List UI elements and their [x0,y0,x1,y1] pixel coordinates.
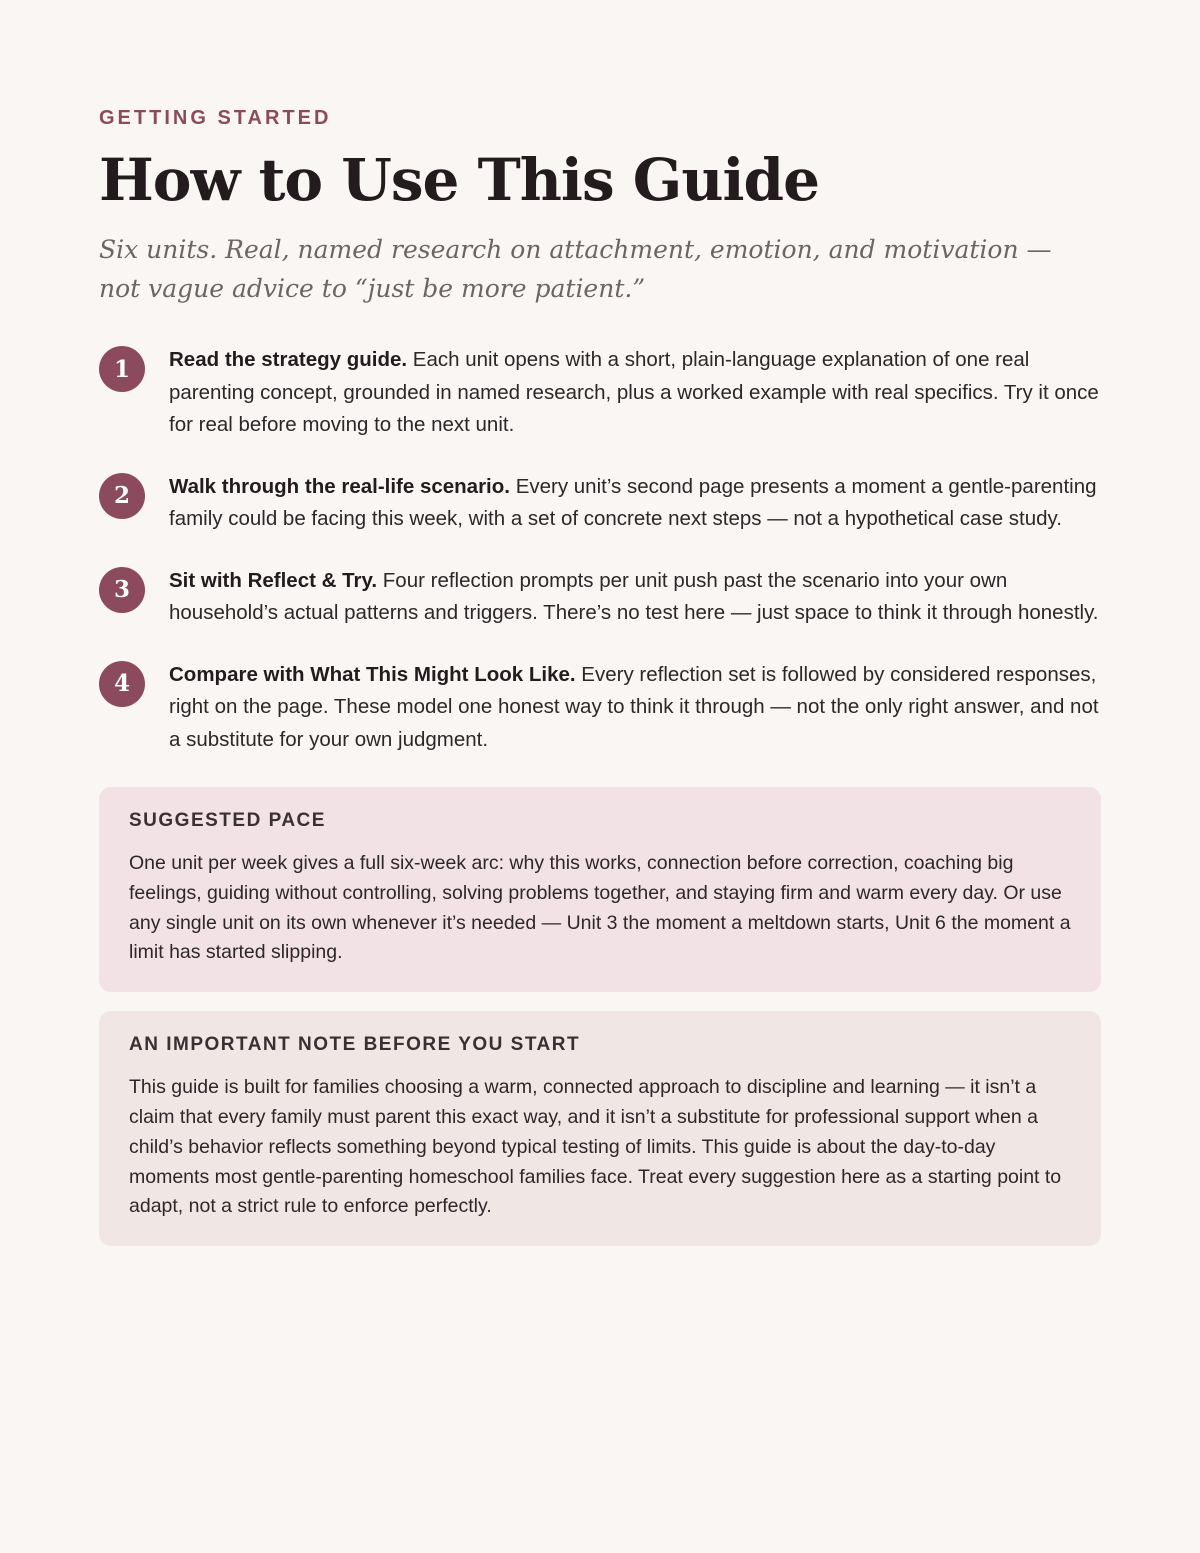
step-number-badge: 1 [99,346,145,392]
page-title: How to Use This Guide [99,146,820,214]
step-title: Sit with Reflect & Try. [169,568,378,592]
step-body: Each unit opens with a short, plain-language explanation of one real parenting concept, grounded in named research, plus a worked example with real specifics. Try it once for real before moving to the next unit. [169,348,1099,436]
step-body: Four reflection prompts per unit push past the scenario into your own household’s actual patterns and triggers. There’s no test here — just space to think it through honestly. [169,568,1099,624]
important-note-callout [99,1011,1101,1246]
step-item [99,565,1101,630]
step-text [169,565,1104,630]
suggested-pace-callout [99,787,1101,992]
callout-heading: AN IMPORTANT NOTE BEFORE YOU START [129,1034,581,1056]
step-item [99,344,1101,442]
step-number-badge: 2 [99,473,145,519]
section-eyebrow: GETTING STARTED [99,107,332,129]
step-item [99,659,1101,757]
step-title: Walk through the real-life scenario. [169,474,510,498]
callout-heading: SUGGESTED PACE [129,810,326,831]
step-item [99,471,1101,536]
content [99,104,1101,1246]
steps-list [99,344,1101,756]
step-title: Read the strategy guide. [169,348,408,371]
page-subtitle: Six units. Real, named research on attachment, emotion, and motivation — not vague advice to “just be more patient.” [99,235,1052,303]
step-number-badge: 4 [99,661,145,707]
step-body: Every unit’s second page presents a moment a gentle-parenting family could be facing this week, with a set of concrete next steps — not a hypothetical case study. [169,474,1097,530]
step-body: Every reflection set is followed by considered responses, right on the page. These model one honest way to think it through — not the only right answer, and not a substitute for your own judgment. [169,662,1099,751]
step-text [169,659,1104,757]
callout-body: This guide is built for families choosing a warm, connected approach to discipline and learning — it isn’t a claim that every family must parent this exact way, and it isn’t a substitute for professional support when a child’s behavior reflects something beyond typical testing of limits. This guide is about the day-to-day moments most gentle-parenting homeschool families face. Treat every suggestion here as a starting point to adapt, not a strict rule to enforce perfectly. [129,1076,1062,1218]
step-text [169,471,1104,536]
step-number-badge: 3 [99,567,145,613]
step-title: Compare with What This Might Look Like. [169,662,576,686]
step-text [169,344,1104,442]
callout-body: One unit per week gives a full six-week arc: why this works, connection before correction, coaching big feelings, guiding without controlling, solving problems together, and staying firm and warm every day. Or use any single unit on its own whenever it’s needed — Unit 3 the moment a meltdown starts, Unit 6 the moment a limit has started slipping. [129,852,1071,964]
